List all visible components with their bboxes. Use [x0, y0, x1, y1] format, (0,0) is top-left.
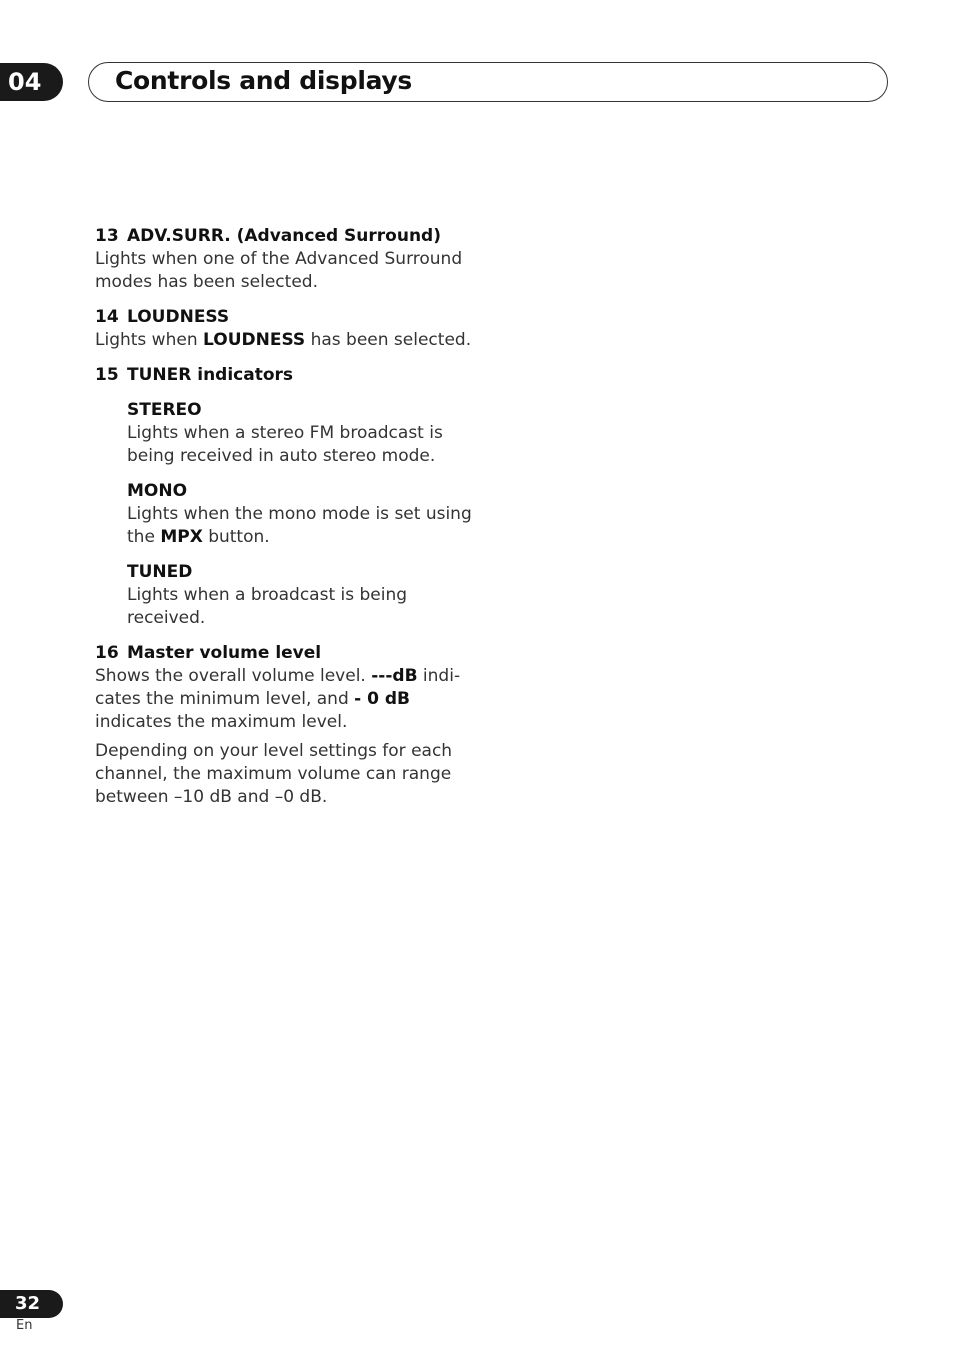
text-run: has been selected. [305, 330, 472, 350]
subitem-tuned [95, 561, 480, 630]
item-description [95, 329, 480, 352]
text-run: indicates the maximum level. [95, 712, 348, 732]
text-run-bold: MPX [160, 527, 203, 547]
chapter-number-tab: 04 [0, 63, 63, 101]
item-heading [95, 642, 480, 665]
subitem-description: Lights when a stereo FM broadcast is being received in auto stereo mode. [127, 423, 443, 466]
item-adv-surr [95, 225, 480, 294]
subitem-mono [95, 480, 480, 549]
item-heading [95, 225, 480, 248]
subitem-title: MONO [127, 481, 188, 501]
item-number: 16 [95, 643, 119, 663]
item-tuner-indicators [95, 364, 480, 630]
item-heading [95, 364, 480, 387]
section-header [88, 62, 888, 102]
item-title: Master volume level [127, 643, 322, 663]
text-run-bold: LOUDNESS [203, 330, 306, 350]
item-title: LOUDNESS [127, 307, 230, 327]
text-run: button. [202, 527, 270, 547]
text-run-bold: ---dB [371, 666, 418, 686]
text-run: Shows the overall volume level. [95, 666, 372, 686]
page-title: Controls and displays [115, 66, 412, 95]
text-run: indi-cates the minimum level, and [95, 666, 461, 709]
subitem-stereo [95, 399, 480, 468]
subitem-description: Lights when a broadcast is being received. [127, 585, 408, 628]
item-title: ADV.SURR. (Advanced Surround) [127, 226, 441, 246]
item-heading [95, 306, 480, 329]
item-number: 14 [95, 307, 119, 327]
item-note: Depending on your level settings for each channel, the maximum volume can range between –10 dB and –0 dB. [95, 741, 453, 807]
language-code: En [16, 1318, 33, 1333]
subitem-title: TUNED [127, 562, 193, 582]
item-number: 13 [95, 226, 119, 246]
text-run: Lights when the mono mode is set using the [127, 504, 472, 547]
item-number: 15 [95, 365, 119, 385]
item-title: TUNER indicators [127, 365, 294, 385]
item-loudness [95, 306, 480, 352]
item-master-volume [95, 642, 480, 809]
subitem-description [127, 503, 480, 549]
item-description [95, 665, 480, 734]
text-run: Lights when [95, 330, 204, 350]
main-content [95, 225, 480, 821]
subitem-title: STEREO [127, 400, 202, 420]
text-run-bold: - 0 dB [354, 689, 411, 709]
page-number: 32 [0, 1290, 63, 1318]
item-description: Lights when one of the Advanced Surround modes has been selected. [95, 249, 463, 292]
